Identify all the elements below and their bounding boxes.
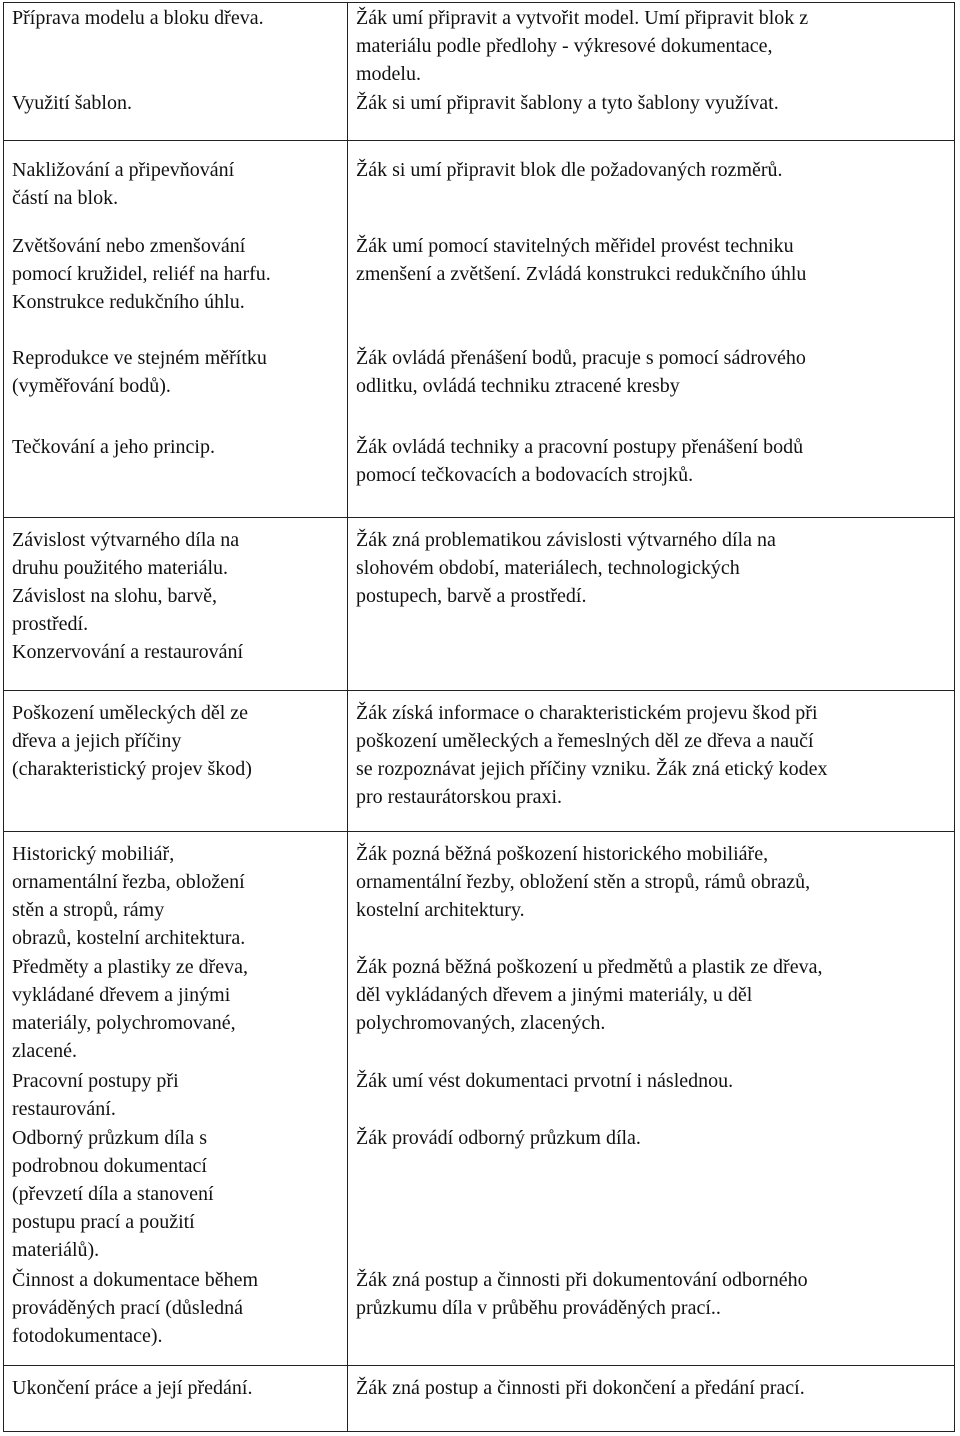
- outcome-line: ornamentální řezby, obložení stěn a stropů, rámů obrazů,: [356, 871, 811, 893]
- outcome-line: odlitku, ovládá techniku ztracené kresby: [356, 375, 680, 397]
- topic-line: prováděných prací (důsledná: [12, 1297, 244, 1319]
- outcome-line: Žák získá informace o charakteristickém projevu škod při: [356, 702, 818, 724]
- row-separator: [4, 517, 954, 518]
- outcome-line: slohovém období, materiálech, technologických: [356, 557, 740, 579]
- outcome-line: Žák zná problematikou závislosti výtvarného díla na: [356, 529, 776, 551]
- topic-line: Konzervování a restaurování: [12, 641, 244, 663]
- topic-line: Odborný průzkum díla s: [12, 1127, 207, 1149]
- outcome-line: polychromovaných, zlacených.: [356, 1012, 606, 1034]
- topic-line: částí na blok.: [12, 187, 119, 209]
- topic-cell: [12, 433, 215, 461]
- topic-cell: [12, 1067, 179, 1123]
- outcome-line: zmenšení a zvětšení. Zvládá konstrukci redukčního úhlu: [356, 263, 807, 285]
- outcome-line: se rozpoznávat jejich příčiny vzniku. Žák zná etický kodex: [356, 758, 828, 780]
- topic-line: Činnost a dokumentace během: [12, 1269, 259, 1291]
- row-separator: [4, 831, 954, 832]
- topic-line: pomocí kružidel, reliéf na harfu.: [12, 263, 271, 285]
- topic-line: postupu prací a použití: [12, 1211, 195, 1233]
- row-separator: [4, 140, 954, 141]
- topic-line: fotodokumentace).: [12, 1325, 163, 1347]
- topic-line: Tečkování a jeho princip.: [12, 436, 215, 458]
- topic-line: Pracovní postupy při: [12, 1070, 179, 1092]
- row-separator: [4, 690, 954, 691]
- outcome-cell: [356, 526, 776, 610]
- topic-line: Reprodukce ve stejném měřítku: [12, 347, 267, 369]
- topic-line: vykládané dřevem a jinými: [12, 984, 231, 1006]
- topic-line: druhu použitého materiálu.: [12, 557, 229, 579]
- outcome-cell: [356, 344, 806, 400]
- topic-line: Konstrukce redukčního úhlu.: [12, 291, 245, 313]
- topic-line: Zvětšování nebo zmenšování: [12, 235, 246, 257]
- topic-line: Poškození uměleckých děl ze: [12, 702, 249, 724]
- outcome-line: Žák ovládá techniky a pracovní postupy přenášení bodů: [356, 436, 804, 458]
- topic-line: dřeva a jejich příčiny: [12, 730, 182, 752]
- outcome-line: modelu.: [356, 63, 421, 85]
- topic-line: restaurování.: [12, 1098, 116, 1120]
- outcome-line: Žák umí připravit a vytvořit model. Umí připravit blok z: [356, 7, 809, 29]
- topic-line: Závislost na slohu, barvě,: [12, 585, 217, 607]
- outcome-cell: [356, 232, 806, 288]
- topic-line: ornamentální řezba, obložení: [12, 871, 245, 893]
- outcome-line: Žák pozná běžná poškození historického mobiliáře,: [356, 843, 769, 865]
- outcome-line: pomocí tečkovacích a bodovacích strojků.: [356, 464, 694, 486]
- topic-cell: [12, 344, 267, 400]
- topic-line: materiály, polychromované,: [12, 1012, 236, 1034]
- topic-line: materiálů).: [12, 1239, 100, 1261]
- outcome-cell: [356, 699, 827, 811]
- topic-cell: [12, 840, 245, 952]
- topic-line: Nakližování a připevňování: [12, 159, 235, 181]
- outcome-line: pro restaurátorskou praxi.: [356, 786, 563, 808]
- outcome-cell: [356, 89, 779, 117]
- topic-cell: [12, 526, 243, 666]
- outcome-line: Žák si umí připravit blok dle požadovaných rozměrů.: [356, 159, 783, 181]
- outcome-cell: [356, 1124, 641, 1152]
- topic-line: podrobnou dokumentací: [12, 1155, 207, 1177]
- topic-line: (vyměřování bodů).: [12, 375, 171, 397]
- topic-cell: [12, 699, 252, 783]
- outcome-line: materiálu podle předlohy - výkresové dokumentace,: [356, 35, 773, 57]
- outcome-line: kostelní architektury.: [356, 899, 525, 921]
- outcome-line: Žák si umí připravit šablony a tyto šablony využívat.: [356, 92, 779, 114]
- outcome-line: Žák pozná běžná poškození u předmětů a plastik ze dřeva,: [356, 956, 823, 978]
- topic-line: Využití šablon.: [12, 92, 132, 114]
- outcome-line: Žák umí vést dokumentaci prvotní i následnou.: [356, 1070, 734, 1092]
- outcome-cell: [356, 433, 803, 489]
- topic-line: prostředí.: [12, 613, 89, 635]
- topic-line: Ukončení práce a její předání.: [12, 1377, 253, 1399]
- outcome-cell: [356, 1374, 805, 1402]
- topic-cell: [12, 1374, 252, 1402]
- topic-line: Historický mobiliář,: [12, 843, 175, 865]
- outcome-line: postupech, barvě a prostředí.: [356, 585, 587, 607]
- topic-cell: [12, 4, 264, 32]
- outcome-line: Žák umí pomocí stavitelných měřidel provést techniku: [356, 235, 794, 257]
- topic-line: stěn a stropů, rámy: [12, 899, 165, 921]
- topic-cell: [12, 156, 234, 212]
- topic-cell: [12, 953, 248, 1065]
- topic-cell: [12, 232, 271, 316]
- outcome-cell: [356, 156, 783, 184]
- outcome-line: Žák ovládá přenášení bodů, pracuje s pomocí sádrového: [356, 347, 806, 369]
- outcome-line: průzkumu díla v průběhu prováděných prací..: [356, 1297, 721, 1319]
- outcome-line: Žák zná postup a činnosti při dokončení a předání prací.: [356, 1377, 805, 1399]
- topic-line: Závislost výtvarného díla na: [12, 529, 240, 551]
- topic-line: (převzetí díla a stanovení: [12, 1183, 214, 1205]
- row-separator: [4, 1365, 954, 1366]
- outcome-cell: [356, 953, 822, 1037]
- topic-cell: [12, 89, 132, 117]
- outcome-line: Žák zná postup a činnosti při dokumentování odborného: [356, 1269, 808, 1291]
- outcome-line: Žák provádí odborný průzkum díla.: [356, 1127, 641, 1149]
- outcome-cell: [356, 840, 810, 924]
- outcome-line: děl vykládaných dřevem a jinými materiály, u děl: [356, 984, 753, 1006]
- topic-line: Příprava modelu a bloku dřeva.: [12, 7, 264, 29]
- outcome-line: poškození uměleckých a řemeslných děl ze dřeva a naučí: [356, 730, 814, 752]
- topic-line: (charakteristický projev škod): [12, 758, 252, 780]
- topic-line: zlacené.: [12, 1040, 77, 1062]
- outcome-cell: [356, 1266, 808, 1322]
- topic-line: obrazů, kostelní architektura.: [12, 927, 246, 949]
- topic-cell: [12, 1266, 258, 1350]
- outcome-cell: [356, 1067, 733, 1095]
- topic-line: Předměty a plastiky ze dřeva,: [12, 956, 249, 978]
- topic-cell: [12, 1124, 214, 1264]
- outcome-cell: [356, 4, 808, 88]
- column-divider: [347, 3, 348, 1431]
